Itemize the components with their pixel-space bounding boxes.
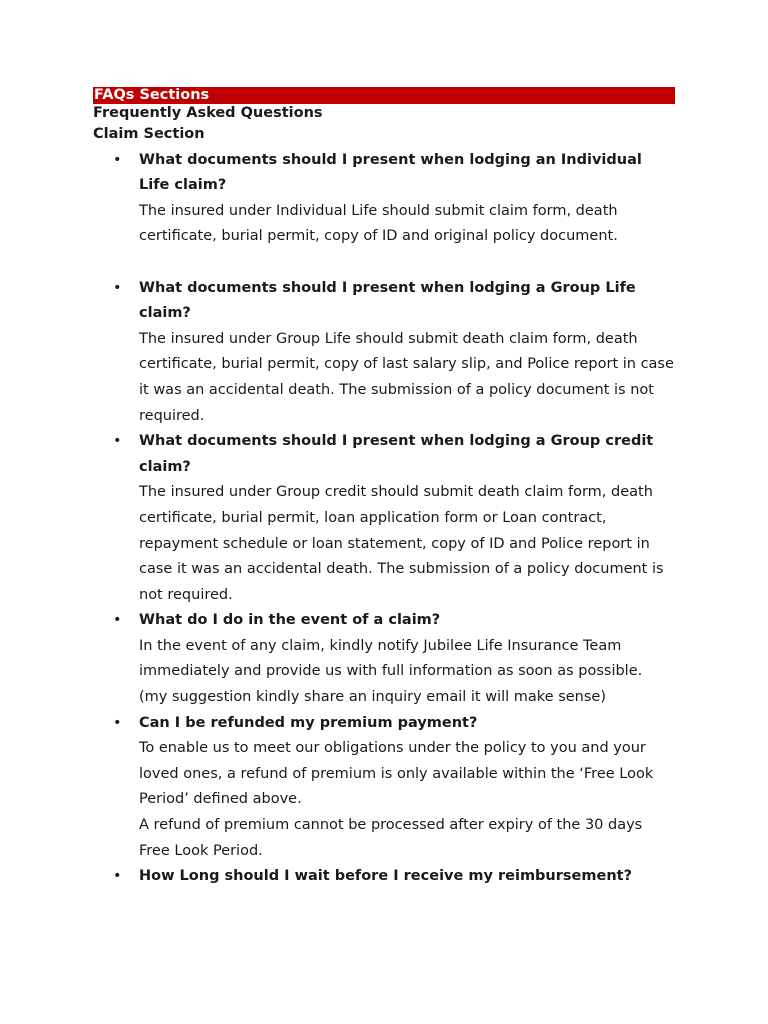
faq-item (93, 864, 675, 890)
faq-question: What do I do in the event of a claim? (139, 612, 441, 629)
document-body (93, 87, 675, 890)
faq-answer: To enable us to meet our obligations under the policy to you and your loved ones, a refund of premium is only available within the ‘Free Look Period’ defined above. (139, 740, 654, 808)
faq-item (93, 148, 675, 250)
section-banner: FAQs Sections (93, 87, 675, 104)
bullet-icon: • (113, 714, 122, 731)
faq-question: What documents should I present when lodging an Individual Life claim? (139, 151, 642, 194)
faq-answer: A refund of premium cannot be processed after expiry of the 30 days Free Look Period. (139, 817, 643, 859)
bullet-icon: • (113, 868, 122, 885)
bullet-icon: • (113, 279, 122, 296)
spacer (93, 250, 675, 276)
faq-item (93, 608, 675, 710)
faq-item (93, 429, 675, 608)
section-title: Claim Section (93, 126, 205, 142)
faq-item (93, 711, 675, 865)
bullet-icon: • (113, 151, 122, 168)
bullet-icon: • (113, 612, 122, 629)
faq-answer: In the event of any claim, kindly notify Jubilee Life Insurance Team immediately and provide us with full information as soon as possible. (my suggestion kindly share an inquiry email it will make sense) (139, 637, 643, 706)
page-heading: Frequently Asked Questions (93, 105, 323, 121)
faq-answer: The insured under Group credit should submit death claim form, death certificate, burial permit, loan application form or Loan contract, repayment schedule or loan statement, copy of ID and Police report in case it was an accidental death. The submission of a policy document is not required. (139, 484, 664, 603)
faq-question: What documents should I present when lodging a Group credit claim? (139, 433, 654, 475)
faq-answer: The insured under Group Life should submit death claim form, death certificate, burial permit, copy of last salary slip, and Police report in case it was an accidental death. The submission of a policy document is not required. (139, 330, 674, 424)
faq-question: Can I be refunded my premium payment? (139, 714, 478, 731)
faq-item (93, 276, 675, 430)
faq-question: What documents should I present when lodging a Group Life claim? (139, 279, 636, 322)
faq-answer: The insured under Individual Life should submit claim form, death certificate, burial permit, copy of ID and original policy document. (139, 202, 618, 245)
bullet-icon: • (113, 433, 122, 450)
faq-list (93, 148, 675, 890)
faq-question: How Long should I wait before I receive my reimbursement? (139, 868, 632, 885)
